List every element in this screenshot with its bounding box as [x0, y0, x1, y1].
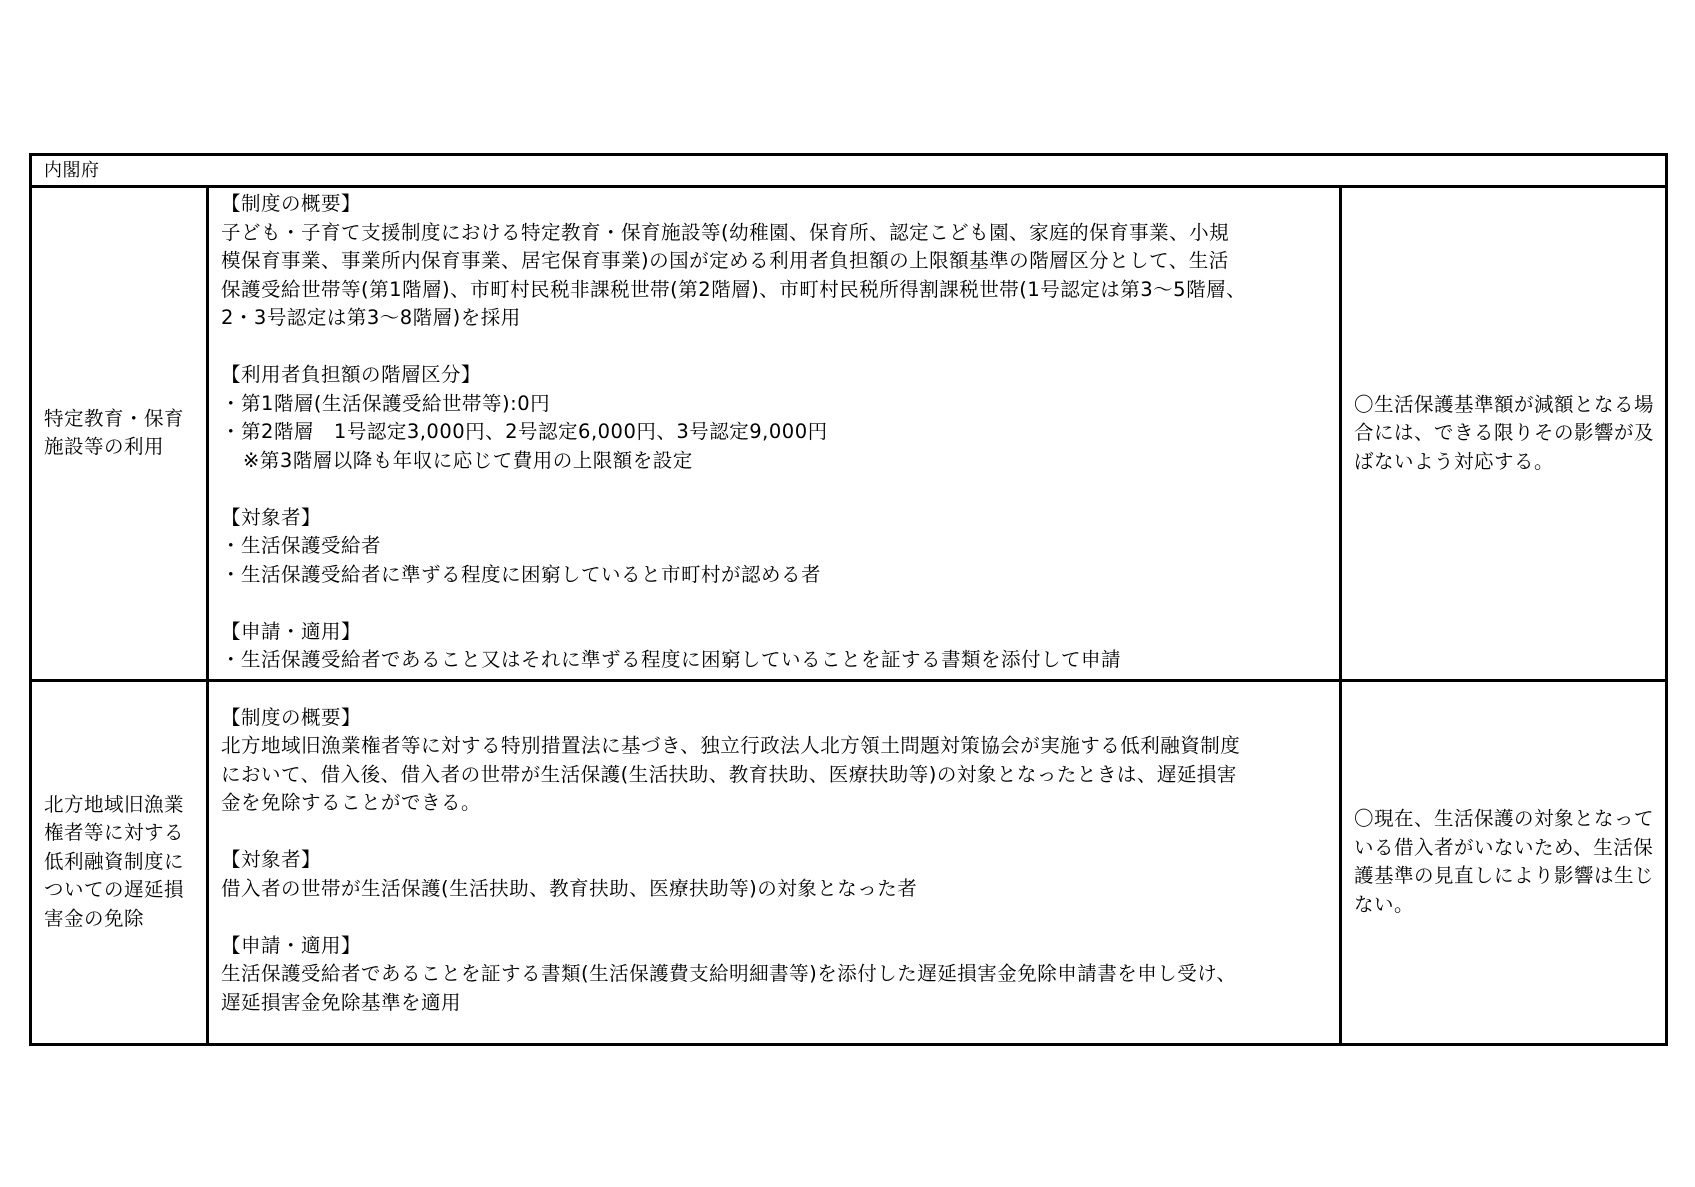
- table-row: [31, 187, 1667, 681]
- section-heading: 【制度の概要】: [221, 705, 362, 729]
- text-line: 模保育事業、事業所内保育事業、居宅保育事業)の国が定める利用者負担額の上限額基準の階層区分として、生活: [221, 249, 1229, 272]
- section-eligible: [221, 504, 1329, 590]
- text-line: ※第3階層以降も年収に応じて費用の上限額を設定: [243, 448, 693, 472]
- text-line: 子ども・子育て支援制度における特定教育・保育施設等(幼稚園、保育所、認定こども園、家庭的保育事業、小規: [221, 220, 1230, 244]
- text-line: ・生活保護受給者: [221, 534, 382, 557]
- text-line: 遅延損害金免除基準を適用: [221, 990, 462, 1014]
- section-heading: 【利用者負担額の階層区分】: [221, 363, 482, 386]
- policy-text: 〇現在、生活保護の対象となっている借入者がいないため、生活保護基準の見直しにより影響は生じない。: [1354, 807, 1655, 916]
- section-heading: 【申請・適用】: [221, 619, 362, 643]
- measure-name-text: 特定教育・保育施設等の利用: [44, 406, 185, 459]
- text-line: 借入者の世帯が生活保護(生活扶助、教育扶助、医療扶助等)の対象となった者: [221, 876, 918, 900]
- section-eligible: [221, 846, 1329, 903]
- section-overview: [221, 704, 1329, 818]
- measure-name: [31, 680, 208, 1044]
- section-heading: 【対象者】: [221, 848, 322, 871]
- section-application: [221, 618, 1329, 675]
- text-line: 金を免除することができる。: [221, 791, 482, 814]
- text-line: 2・3号認定は第3～8階層)を採用: [221, 306, 521, 329]
- section-heading: 【対象者】: [221, 505, 322, 529]
- section-heading: 【申請・適用】: [221, 933, 362, 957]
- text-line: 北方地域旧漁業権者等に対する特別措置法に基づき、独立行政法人北方領土問題対策協会が実施する低利融資制度: [221, 734, 1241, 757]
- policy-response: [1341, 680, 1667, 1044]
- section-heading: 【制度の概要】: [221, 192, 362, 215]
- text-line: ・第1階層(生活保護受給世帯等):0円: [221, 391, 551, 415]
- measure-details: [208, 680, 1341, 1044]
- measure-name: [31, 187, 208, 681]
- text-line: において、借入後、借入者の世帯が生活保護(生活扶助、教育扶助、医療扶助等)の対象となったときは、遅延損害: [221, 762, 1237, 786]
- text-line: ・生活保護受給者であること又はそれに準ずる程度に困窮していることを証する書類を添付して申請: [221, 648, 1122, 671]
- text-line: 保護受給世帯等(第1階層)、市町村民税非課税世帯(第2階層)、市町村民税所得割課税世帯(1号認定は第3～5階層、: [221, 277, 1247, 301]
- policy-response: [1341, 187, 1667, 681]
- measure-name-text: 北方地域旧漁業権者等に対する低利融資制度についての遅延損害金の免除: [44, 792, 185, 930]
- text-line: ・生活保護受給者に準ずる程度に困窮していると市町村が認める者: [221, 562, 822, 586]
- section-overview: [221, 190, 1329, 333]
- policy-text: 〇生活保護基準額が減額となる場合には、できる限りその影響が及ばないよう対応する。: [1354, 392, 1655, 473]
- section-fee-tiers: [221, 361, 1329, 475]
- measures-table: [29, 153, 1668, 1046]
- department-label: 内閣府: [31, 155, 1667, 187]
- text-line: 生活保護受給者であることを証する書類(生活保護費支給明細書等)を添付した遅延損害金免除申請書を申し受け、: [221, 962, 1237, 985]
- table-row: [31, 680, 1667, 1044]
- department-row: [31, 155, 1667, 187]
- section-application: [221, 932, 1329, 1018]
- measure-details: [208, 187, 1341, 681]
- text-line: ・第2階層 1号認定3,000円、2号認定6,000円、3号認定9,000円: [221, 420, 828, 443]
